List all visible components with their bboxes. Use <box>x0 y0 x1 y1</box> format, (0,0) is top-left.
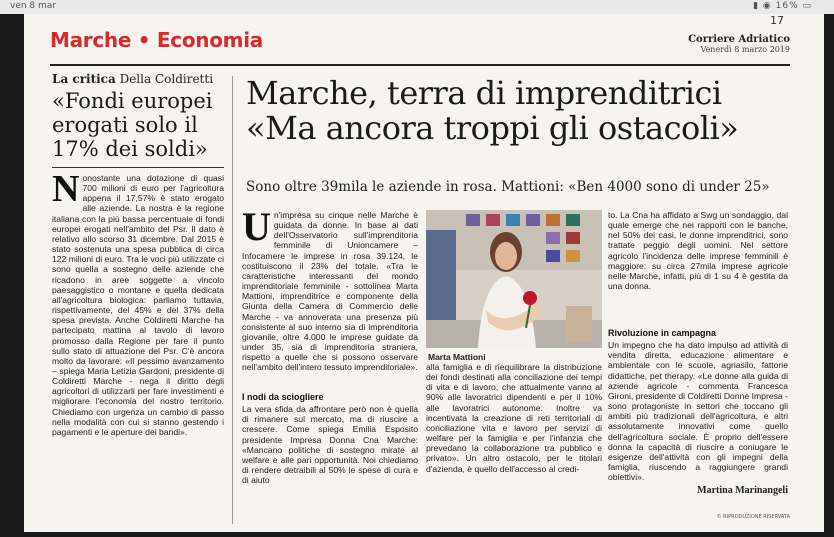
sidebar-headline: «Fondi europei erogati solo il 17% dei soldi» <box>52 89 213 161</box>
page-number: 17 <box>770 14 784 27</box>
main-headline <box>246 76 796 146</box>
article-column-3: to. La Cna ha affidato a Swg un sondaggio, dal quale emerge che nei rapporti con le banche, nel 50% dei casi, le donne imprenditrici, sono trattate peggio degli uomini. Nel settore agricolo l'incidenza delle imprese femminili è maggiore: su circa 27mila imprese agricole nelle Marche, infatti, più di 1 su 4 è gestita da una donna. <box>608 210 788 292</box>
sidebar-article <box>52 72 224 437</box>
article-column-1b <box>242 392 418 485</box>
portrait-photo <box>426 210 602 348</box>
paper-name: Corriere Adriatico <box>688 34 790 45</box>
article-column-3b <box>608 328 788 497</box>
headline-line-2: «Ma ancora troppi gli ostacoli» <box>246 109 739 147</box>
section-title: Marche • Economia <box>50 28 263 52</box>
sidebar-dropcap: N <box>52 168 80 210</box>
photo-caption: Marta Mattioni <box>428 352 486 362</box>
masthead <box>688 34 790 54</box>
sidebar-kicker: La critica Della Coldiretti <box>52 72 214 86</box>
subhead-nodi: I nodi da sciogliere <box>242 392 324 402</box>
column-divider <box>232 76 233 524</box>
newspaper-page <box>24 14 824 532</box>
main-subheadline: Sono oltre 39mila le aziende in rosa. Mattioni: «Ben 4000 sono di under 25» <box>246 179 770 195</box>
sidebar-body: Nonostante una dotazione di quasi 700 milioni di euro per l'agricoltura appena il 17,57% è stato erogato alle aziende. La nostra è la regione italiana con la più bassa percentuale di fondi europei erogati nell'ambito del Psr. Il dato è relativo allo scorso 31 dicembre. Dal 2015 è stato sostenuta una spesa pubblica di circa 122 milioni di euro. Tra le voci più utilizzate ci sono quella a sostegno delle aziende che ricadono in aree soggette a vincolo paesaggistico o montane e quella dedicata all'agricoltura biologica: parliamo tuttavia, rispettivamente, del 45% e del 37% della spesa prevista. Anche Coldiretti Marche ha partecipato mattina al tavolo di lavoro promosso dalla Regione per fare il punto sullo stato di attuazione del Psr. C'è ancora molto da lavorare: «Il pessimo avanzamento – spiega Maria Letizia Gardoni, presidente di Coldiretti Marche - nega il diritto degli agricoltori di utilizzarli per fare investimenti e migliorare l'economia del nostro territorio. Chiediamo con urgenza un cambio di passo nella modalità con cui si stanno gestendo i pagamenti e le aperture dei bandi». <box>52 168 224 437</box>
copyright-notice: © RIPRODUZIONE RISERVATA <box>716 514 790 520</box>
photo-illustration <box>426 210 602 348</box>
article-column-2: alla famiglia e di riequilibrare la distribuzione dei fondi destinati alla conciliazione dei tempi di vita e di lavoro, che attualmente vanno al 90% alle lavoratrici dipendenti e per il 10% alle lavoratrici autonome. Inoltre va incentivata la creazione di reti territoriali di conciliazione vita e lavoro per servizi di welfare per la famiglia e per l'infanzia che prevedano la collaborazione tra pubblico e privato». Un altro ostacolo, per le titolari d'azienda, è quello dell'accesso al credi- <box>426 362 602 474</box>
header-rule <box>50 64 790 66</box>
device-status-bar <box>0 0 834 14</box>
headline-line-1: Marche, terra di imprenditrici <box>246 74 722 112</box>
status-time: ven 8 mar <box>10 1 56 11</box>
article-column-1: Un'impresa su cinque nelle Marche è guidata da donne. In base ai dati dell'Osservatorio sull'imprenditoria femminile di Unioncamere – Infocamere le imprese in rosa 39.124, le costituiscono il 23% del totale. «Tra le caratteristiche interessanti del mondo imprenditoriale femminile - sottolinea Marta Mattioni, imprenditrice e componente della Giunta della Camera di Commercio delle Marche - va annoverata una presenza più consistente al suo interno sia di imprenditoria giovanile, oltre 4.000 le imprese guidate da under 35, sia di imprenditoria straniera, rispetto a quelle che si possono osservare nell'ambito dell'intero tessuto imprenditoriale». <box>242 204 418 373</box>
column-3b-text: Un impegno che ha dato impulso ad attività di vendita diretta, educazione alimentare e ambientale con le scuole, agriasilo, fattorie didattiche, pet therapy. «Le donne alla guida di aziende agricole - commenta Francesca Gironi, presidente di Coldiretti Donne Impresa - sono protagoniste in settori che toccano gli ambiti più tradizionali dell'agricoltura, e altri assolutamente innovativi come quello dell'agricoltura sociale. È proprio dell'essere donna la capacità di riuscire a coniugare le esigenze dell'attività con gli impegni della famiglia, riuscendo a raggiungere grandi obiettivi». <box>608 340 788 483</box>
status-indicators: ▮ ◉ 16% ▭ <box>753 1 812 11</box>
subhead-rivoluzione: Rivoluzione in campagna <box>608 328 717 338</box>
paper-date: Venerdì 8 marzo 2019 <box>700 45 790 54</box>
byline: Martina Marinangeli <box>697 485 788 497</box>
main-dropcap: U <box>242 204 271 249</box>
column-1b-text: La vera sfida da affrontare però non è quella di rimanere sul mercato, ma di riuscire a crescere. Come spiega Emilia Esposito presidente Impresa Donna Cna Marche: «Mancano politiche di sostegno mirate al welfare e alle pari opportunità. Noi chiediamo di rendere detraibili al 50% le spese di cura e di aiuto <box>242 404 418 486</box>
